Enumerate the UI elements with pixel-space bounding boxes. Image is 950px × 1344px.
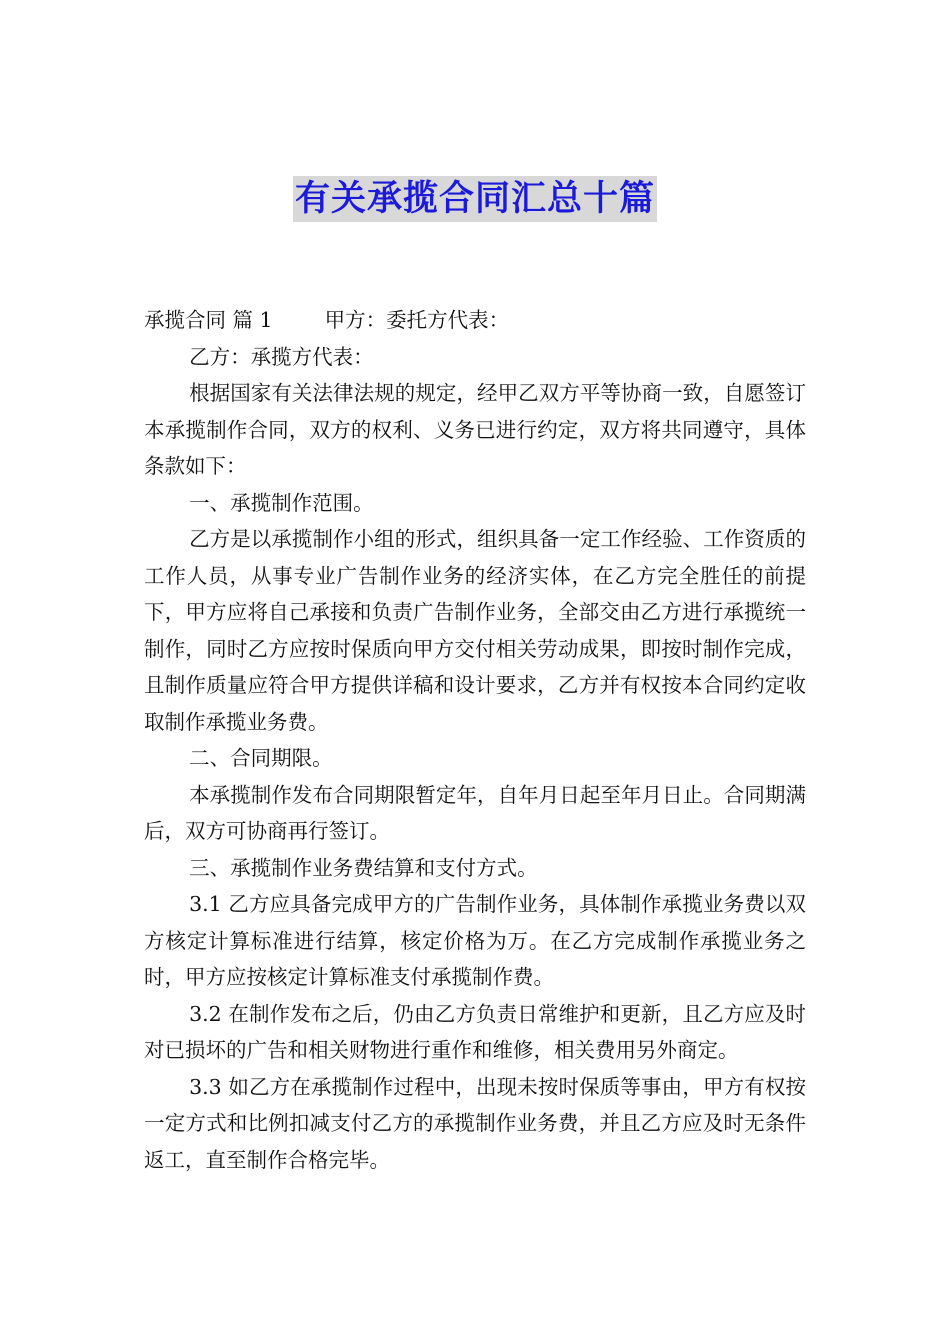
party-a-label: 甲方：委托方代表： xyxy=(324,308,510,332)
paragraph-preamble: 根据国家有关法律法规的规定，经甲乙双方平等协商一致，自愿签订本承揽制作合同，双方的权利、义务已进行约定，双方将共同遵守，具体条款如下： xyxy=(144,381,806,478)
section-heading-term: 二、合同期限。 xyxy=(189,746,333,770)
title-container xyxy=(0,176,950,222)
document-title: 有关承揽合同汇总十篇 xyxy=(293,176,657,222)
paragraph-party-b: 乙方：承揽方代表： xyxy=(189,344,374,369)
paragraph-term: 本承揽制作发布合同期限暂定年，自年月日起至年月日止。合同期满后，双方可协商再行签订。 xyxy=(144,782,806,843)
clause-3-1: 3.1 乙方应具备完成甲方的广告制作业务，具体制作承揽业务费以双方核定计算标准进行结算，核定价格为万。在乙方完成制作承揽业务之时，甲方应按核定计算标准支付承揽制作费。 xyxy=(144,892,806,989)
section-heading-scope: 一、承揽制作范围。 xyxy=(189,490,374,515)
contract-header-line xyxy=(144,302,806,339)
clause-3-2: 3.2 在制作发布之后，仍由乙方负责日常维护和更新，且乙方应及时对已损坏的广告和相关财物进行重作和维修，相关费用另外商定。 xyxy=(144,1001,806,1062)
clause-3-3: 3.3 如乙方在承揽制作过程中，出现未按时保质等事由，甲方有权按一定方式和比例扣减支付乙方的承揽制作业务费，并且乙方应及时无条件返工，直至制作合格完毕。 xyxy=(144,1074,806,1172)
document-body xyxy=(144,302,806,1178)
contract-section-label: 承揽合同 篇 1 xyxy=(144,308,273,332)
paragraph-scope: 乙方是以承揽制作小组的形式，组织具备一定工作经验、工作资质的工作人员，从事专业广告制作业务的经济实体，在乙方完全胜任的前提下，甲方应将自己承接和负责广告制作业务，全部交由乙方进行承揽统一制作，同时乙方应按时保质向甲方交付相关劳动成果，即按时制作完成，且制作质量应符合甲方提供详稿和设计要求，乙方并有权按本合同约定收取制作承揽业务费。 xyxy=(144,527,806,734)
section-heading-payment: 三、承揽制作业务费结算和支付方式。 xyxy=(189,855,538,880)
